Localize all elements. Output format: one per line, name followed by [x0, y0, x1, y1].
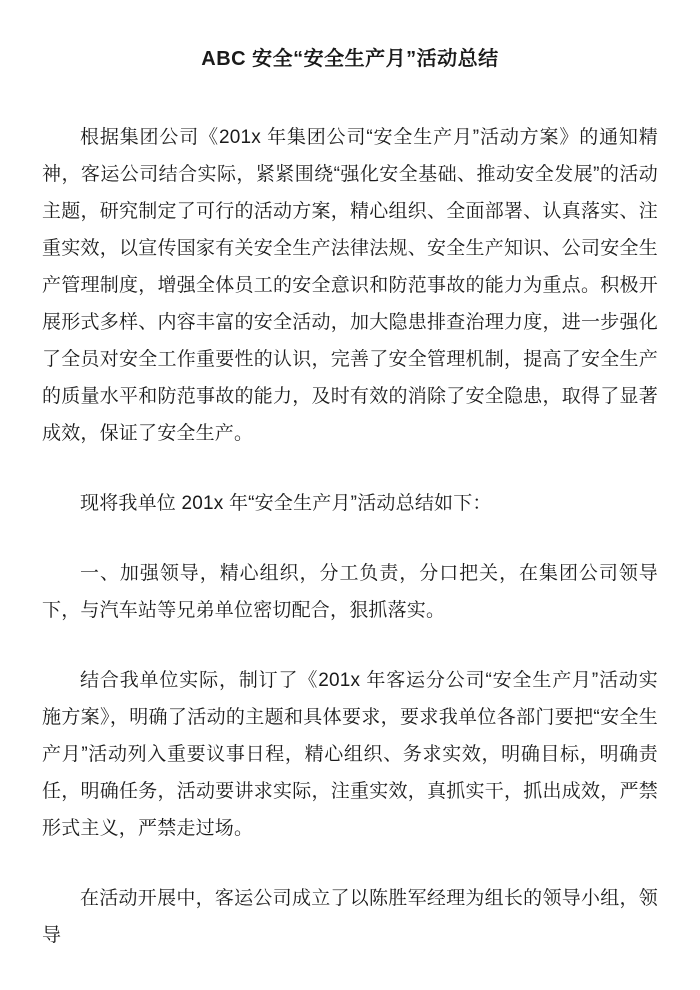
paragraph-intro: 根据集团公司《201x 年集团公司“安全生产月”活动方案》的通知精神，客运公司结合实际，紧紧围绕“强化安全基础、推动安全发展”的活动主题，研究制定了可行的活动方案，精心组织、全面部署、认真落实、注重实效，以宣传国家有关安全生产法律法规、安全生产知识、公司安全生产管理制度，增强全体员工的安全意识和防范事故的能力为重点。积极开展形式多样、内容丰富的安全活动，加大隐患排查治理力度，进一步强化了全员对安全工作重要性的认识，完善了安全管理机制，提高了安全生产的质量水平和防范事故的能力，及时有效的消除了安全隐患，取得了显著成效，保证了安全生产。 [42, 127, 658, 444]
document-title: ABC 安全“安全生产月”活动总结 [201, 48, 499, 70]
paragraph-summary-lead: 现将我单位 201x 年“安全生产月”活动总结如下： [80, 493, 492, 514]
paragraph-leadership-group: 在活动开展中，客运公司成立了以陈胜军经理为组长的领导小组，领导 [42, 888, 658, 946]
paragraph-plan-details: 结合我单位实际，制订了《201x 年客运分公司“安全生产月”活动实施方案》，明确了活动的主题和具体要求，要求我单位各部门要把“安全生产月”活动列入重要议事日程，精心组织、务求实效，明确目标，明确责任，明确任务，活动要讲求实际，注重实效，真抓实干，抓出成效，严禁形式主义，严禁走过场。 [42, 670, 658, 839]
paragraph-section-one: 一、加强领导，精心组织，分工负责，分口把关，在集团公司领导下，与汽车站等兄弟单位密切配合，狠抓落实。 [42, 563, 658, 621]
